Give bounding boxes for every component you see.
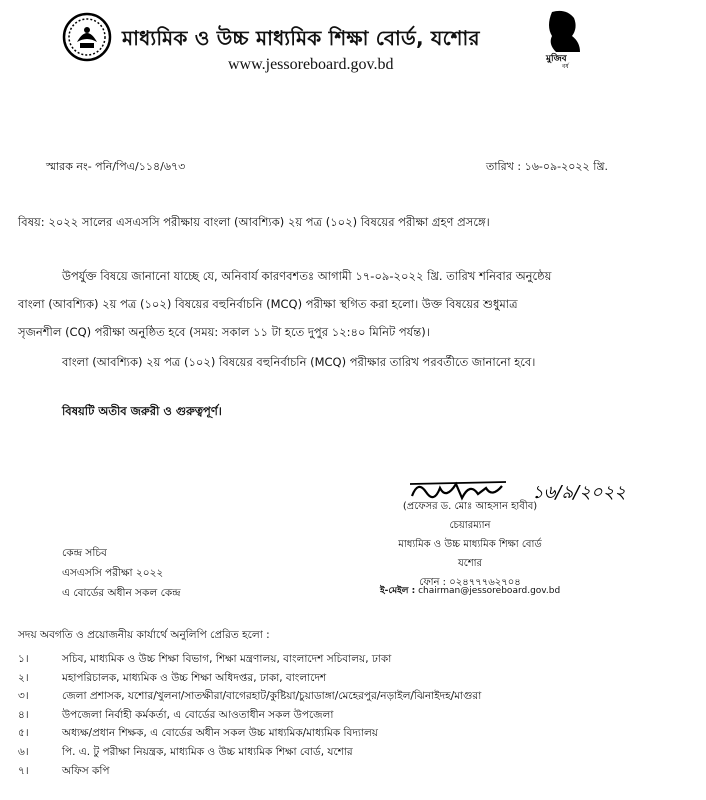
signatory-city: যশোর [457, 558, 483, 569]
urgent-note: বিষয়টি অতীব জরুরী ও গুরুত্বপূর্ণ। [62, 404, 222, 418]
list-item: ৪। উপজেলা নির্বাহী কর্মকর্তা, এ বোর্ডের আওতাধীন সকল উপজেলা [18, 708, 334, 721]
body-line-3: সৃজনশীল (CQ) পরীক্ষা অনুষ্ঠিত হবে (সময়: সকাল ১১ টা হতে দুপুর ১২:৪০ মিনিট পর্যন্ত)। [18, 325, 430, 339]
copies-list [18, 650, 481, 780]
board-seal-logo [62, 12, 112, 62]
signatory-block [380, 497, 560, 592]
handwritten-date: ১৬/৯/২০২২ [532, 482, 627, 503]
list-item: ৫। অধ্যক্ষ/প্রধান শিক্ষক, এ বোর্ডের অধীন সকল উচ্চ মাধ্যমিক/মাধ্যমিক বিদ্যালয় [18, 727, 378, 740]
list-item: ৬। পি. এ. টু পরীক্ষা নিয়ন্ত্রক, মাধ্যমিক ও উচ্চ মাধ্যমিক শিক্ষা বোর্ড, যশোর [18, 745, 353, 758]
recipient-line-2: এসএসসি পরীক্ষা ২০২২ [62, 567, 164, 579]
recipient-line-3: এ বোর্ডের অধীন সকল কেন্দ্র [62, 587, 181, 599]
email-label: ই-মেইল : [380, 586, 416, 596]
memo-date: তারিখ : ১৬-০৯-২০২২ খ্রি. [486, 160, 609, 173]
body-line-1: উপর্যুক্ত বিষয়ে জানানো যাচ্ছে যে, অনিবার্য কারণবশতঃ আগামী ১৭-০৯-২০২২ খ্রি. তারিখ শনিবার অনুষ্ঠেয় [62, 269, 552, 283]
list-item: ১। সচিব, মাধ্যমিক ও উচ্চ শিক্ষা বিভাগ, শিক্ষা মন্ত্রণালয়, বাংলাদেশ সচিবালয়, ঢাকা [18, 653, 392, 665]
copies-title: সদয় অবগতি ও প্রয়োজনীয় কার্যার্থে অনুলিপি প্রেরিত হলো : [18, 629, 270, 641]
signatory-email[interactable]: chairman@jessoreboard.gov.bd [418, 586, 561, 596]
svg-text:বর্ষ: বর্ষ [562, 63, 569, 70]
signatory-phone: ফোন : ০২৪৭৭৭৬২৭০৪ [419, 577, 521, 588]
memo-number: স্মারক নং- পনি/পিএ/১১৪/৬৭৩ [46, 160, 186, 173]
list-item: ২। মহাপরিচালক, মাধ্যমিক ও উচ্চ শিক্ষা অধিদপ্তর, ঢাকা, বাংলাদেশ [18, 671, 327, 684]
recipient-line-1: কেন্দ্র সচিব [62, 547, 107, 559]
signatory-email-line [380, 583, 560, 598]
signatory-org: মাধ্যমিক ও উচ্চ মাধ্যমিক শিক্ষা বোর্ড [398, 539, 542, 550]
body-line-4: বাংলা (আবশ্যিক) ২য় পত্র (১০২) বিষয়ের বহুনির্বাচনি (MCQ) পরীক্ষার তারিখ পরবর্তীতে জানানো হবে। [62, 355, 536, 369]
board-name: মাধ্যমিক ও উচ্চ মাধ্যমিক শিক্ষা বোর্ড, যশোর [122, 26, 480, 50]
list-item: ৭। অফিস কপি [18, 764, 110, 777]
list-item: ৩। জেলা প্রশাসক, যশোর/খুলনা/সাতক্ষীরা/বাগেরহাট/কুষ্টিয়া/চুয়াডাঙ্গা/মেহেরপুর/নড়াইল/ঝিনাইদহ/মাগুরা [18, 690, 482, 703]
website-url[interactable]: www.jessoreboard.gov.bd [228, 56, 394, 73]
signatory-name: (প্রফেসর ড. মোঃ আহসান হাবীব) [402, 501, 538, 512]
mujib-borsho-logo [536, 8, 590, 70]
body-line-2: বাংলা (আবশ্যিক) ২য় পত্র (১০২) বিষয়ের বহুনির্বাচনি (MCQ) পরীক্ষা স্থগিত করা হলো। উক্ত বিষয়ের শুধুমাত্র [18, 297, 518, 311]
svg-text:মুজিব: মুজিব [546, 54, 567, 64]
signatory-title: চেয়ারম্যান [449, 520, 491, 531]
subject-line: বিষয়: ২০২২ সালের এসএসসি পরীক্ষায় বাংলা (আবশ্যিক) ২য় পত্র (১০২) বিষয়ের পরীক্ষা গ্রহণ প্রসঙ্গে। [18, 215, 490, 229]
recipient-block [62, 543, 181, 603]
